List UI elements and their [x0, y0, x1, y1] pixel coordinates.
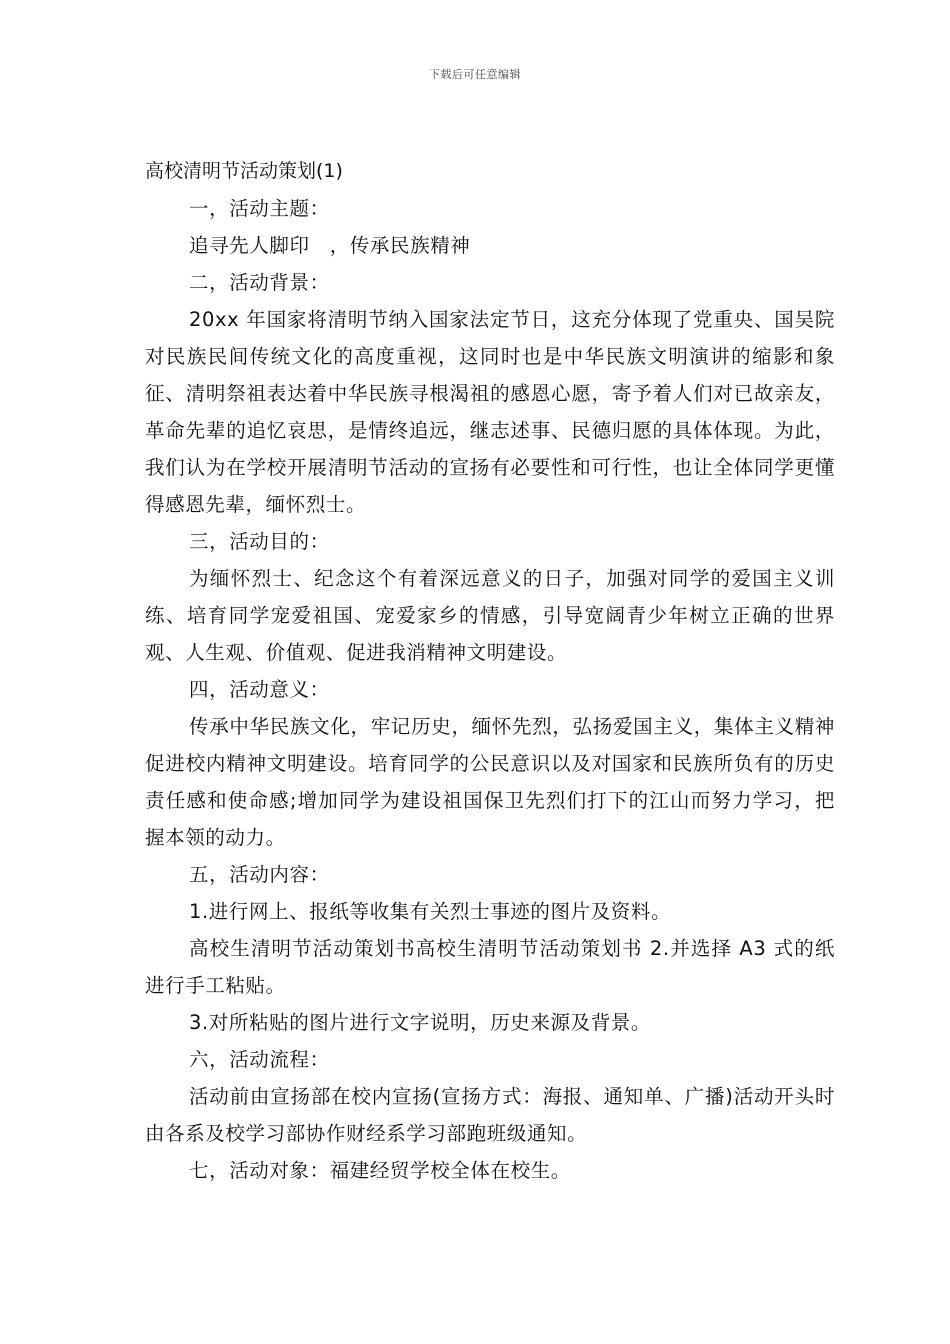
paragraph-theme: 追寻先人脚印 ，传承民族精神	[189, 234, 471, 257]
paragraph-content-2: 高校生清明节活动策划书高校生清明节活动策划书 2.并选择 A3 式的纸进行手工粘贴。	[145, 937, 835, 997]
section-heading-content: 五，活动内容：	[189, 863, 330, 886]
paragraph-significance: 传承中华民族文化，牢记历史，缅怀先烈，弘扬爱国主义，集体主义精神促进校内精神文明建设。培育同学的公民意识以及对国家和民族所负有的历史责任感和使命感;增加同学为建设祖国保卫先烈们打下的江山而努力学习，把握本领的动力。	[145, 715, 835, 849]
document-title: 高校清明节活动策划(1)	[145, 160, 343, 182]
section-heading-significance: 四，活动意义：	[189, 678, 330, 701]
paragraph-process: 活动前由宣扬部在校内宣扬(宣扬方式：海报、通知单、广播)活动开头时由各系及校学习部协作财经系学习部跑班级通知。	[145, 1085, 835, 1145]
header-note: 下载后可任意编辑	[429, 68, 521, 81]
paragraph-content-3: 3.对所粘贴的图片进行文字说明，历史来源及背景。	[189, 1011, 652, 1034]
document-body	[145, 152, 835, 1189]
section-heading-purpose: 三，活动目的：	[189, 530, 330, 553]
paragraph-background: 20xx 年国家将清明节纳入国家法定节日，这充分体现了党重央、国吴院对民族民间传统文化的高度重视，这同时也是中华民族文明演讲的缩影和象征、清明祭祖表达着中华民族寻根渴祖的感恩心愿，寄予着人们对已故亲友，革命先辈的追忆哀思，是情终追远，继志述事、民德归愿的具体体现。为此，我们认为在学校开展清明节活动的宣扬有必要性和可行性，也让全体同学更懂得感恩先辈，缅怀烈士。	[145, 308, 835, 516]
section-heading-process: 六，活动流程：	[189, 1048, 330, 1071]
section-heading-audience: 七，活动对象：福建经贸学校全体在校生。	[189, 1159, 571, 1182]
section-heading-background: 二，活动背景：	[189, 271, 330, 294]
paragraph-purpose: 为缅怀烈士、纪念这个有着深远意义的日子，加强对同学的爱国主义训练、培育同学宠爱祖国、宠爱家乡的情感，引导宽阔青少年树立正确的世界观、人生观、价值观、促进我消精神文明建设。	[145, 567, 835, 664]
paragraph-content-1: 1.进行网上、报纸等收集有关烈士事迹的图片及资料。	[189, 900, 672, 923]
section-heading-theme: 一，活动主题：	[189, 197, 330, 220]
